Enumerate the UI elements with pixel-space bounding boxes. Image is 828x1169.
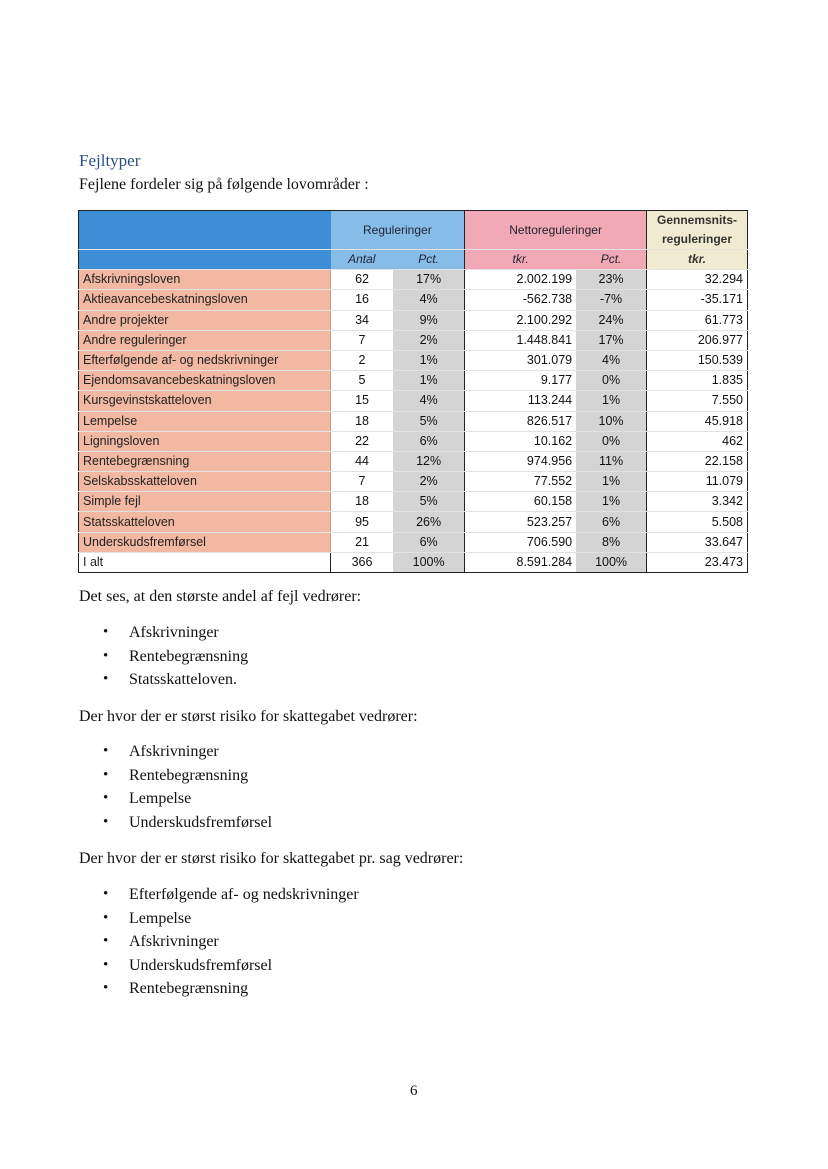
row-antal: 18 — [331, 411, 394, 431]
row-pct: 5% — [393, 492, 465, 512]
row-pct: 1% — [393, 350, 465, 370]
row-label: Andre projekter — [79, 310, 331, 330]
table-row — [79, 492, 748, 512]
row-netto: 2.002.199 — [465, 270, 576, 290]
row-antal: 15 — [331, 391, 394, 411]
row-netto: -562.738 — [465, 290, 576, 310]
header-blank-2 — [79, 250, 331, 270]
list-item: • Rentebegrænsning — [79, 645, 248, 669]
row-netto: 301.079 — [465, 350, 576, 370]
total-antal: 366 — [331, 552, 394, 572]
total-netto: 8.591.284 — [465, 552, 576, 572]
row-avg: 32.294 — [647, 270, 748, 290]
row-label: Ejendomsavancebeskatningsloven — [79, 371, 331, 391]
row-netto-pct: 23% — [576, 270, 646, 290]
list-item: • Afskrivninger — [79, 740, 272, 764]
row-avg: 150.539 — [647, 350, 748, 370]
row-netto: 523.257 — [465, 512, 576, 532]
page-number: 6 — [410, 1083, 418, 1099]
row-antal: 5 — [331, 371, 394, 391]
row-netto: 706.590 — [465, 532, 576, 552]
row-avg: 5.508 — [647, 512, 748, 532]
header-blank — [79, 211, 331, 250]
row-antal: 95 — [331, 512, 394, 532]
header-gennemsnitsreguleringer: Gennemsnits-reguleringer — [647, 211, 748, 250]
table-row — [79, 270, 748, 290]
row-netto-pct: 0% — [576, 371, 646, 391]
row-avg: 33.647 — [647, 532, 748, 552]
row-netto: 9.177 — [465, 371, 576, 391]
header-pct: Pct. — [393, 250, 465, 270]
row-netto: 2.100.292 — [465, 310, 576, 330]
row-netto: 113.244 — [465, 391, 576, 411]
row-label: Lempelse — [79, 411, 331, 431]
row-netto-pct: 24% — [576, 310, 646, 330]
list-item: • Lempelse — [79, 787, 272, 811]
row-netto-pct: 6% — [576, 512, 646, 532]
row-pct: 17% — [393, 270, 465, 290]
total-avg: 23.473 — [647, 552, 748, 572]
row-label: Efterfølgende af- og nedskrivninger — [79, 350, 331, 370]
table-row — [79, 371, 748, 391]
row-avg: 462 — [647, 431, 748, 451]
table-row — [79, 451, 748, 471]
row-netto-pct: 4% — [576, 350, 646, 370]
row-antal: 22 — [331, 431, 394, 451]
header-tkr-avg: tkr. — [647, 250, 748, 270]
total-pct: 100% — [393, 552, 465, 572]
section1-list — [79, 621, 248, 692]
table-row — [79, 310, 748, 330]
table-row — [79, 350, 748, 370]
header-row-units — [79, 250, 748, 270]
list-item: • Lempelse — [79, 907, 359, 931]
row-antal: 2 — [331, 350, 394, 370]
row-label: Aktieavancebeskatningsloven — [79, 290, 331, 310]
row-label: Andre reguleringer — [79, 330, 331, 350]
table-row — [79, 532, 748, 552]
row-pct: 2% — [393, 330, 465, 350]
row-pct: 1% — [393, 371, 465, 391]
section2-list — [79, 740, 272, 834]
row-label: Selskabsskatteloven — [79, 472, 331, 492]
row-netto-pct: 0% — [576, 431, 646, 451]
row-netto-pct: 11% — [576, 451, 646, 471]
header-nettoreguleringer: Nettoreguleringer — [465, 211, 647, 250]
row-netto: 1.448.841 — [465, 330, 576, 350]
list-item: • Efterfølgende af- og nedskrivninger — [79, 883, 359, 907]
row-avg: 3.342 — [647, 492, 748, 512]
total-netto-pct: 100% — [576, 552, 646, 572]
section2-text: Der hvor der er størst risiko for skattegabet vedrører: — [79, 708, 418, 725]
row-antal: 21 — [331, 532, 394, 552]
row-netto-pct: 1% — [576, 391, 646, 411]
row-avg: 45.918 — [647, 411, 748, 431]
row-antal: 34 — [331, 310, 394, 330]
row-label: Statsskatteloven — [79, 512, 331, 532]
row-avg: 61.773 — [647, 310, 748, 330]
row-pct: 9% — [393, 310, 465, 330]
list-item: • Underskudsfremførsel — [79, 954, 359, 978]
header-pct-netto: Pct. — [576, 250, 646, 270]
row-pct: 5% — [393, 411, 465, 431]
section3-text: Der hvor der er størst risiko for skattegabet pr. sag vedrører: — [79, 850, 464, 867]
total-label: I alt — [79, 552, 331, 572]
row-netto-pct: 1% — [576, 472, 646, 492]
list-item: • Afskrivninger — [79, 621, 248, 645]
row-netto: 77.552 — [465, 472, 576, 492]
row-label: Afskrivningsloven — [79, 270, 331, 290]
row-pct: 2% — [393, 472, 465, 492]
row-pct: 4% — [393, 290, 465, 310]
list-item: • Rentebegrænsning — [79, 764, 272, 788]
row-netto-pct: -7% — [576, 290, 646, 310]
row-label: Kursgevinstskatteloven — [79, 391, 331, 411]
row-pct: 4% — [393, 391, 465, 411]
total-row — [79, 552, 748, 572]
list-item: • Underskudsfremførsel — [79, 811, 272, 835]
row-netto-pct: 10% — [576, 411, 646, 431]
row-netto-pct: 17% — [576, 330, 646, 350]
section-heading: Fejltyper — [79, 151, 141, 170]
row-avg: 11.079 — [647, 472, 748, 492]
header-reguleringer: Reguleringer — [331, 211, 465, 250]
table-row — [79, 391, 748, 411]
list-item: • Statsskatteloven. — [79, 668, 248, 692]
table-row — [79, 472, 748, 492]
header-tkr: tkr. — [465, 250, 576, 270]
row-antal: 62 — [331, 270, 394, 290]
row-avg: 7.550 — [647, 391, 748, 411]
header-antal: Antal — [331, 250, 394, 270]
row-antal: 44 — [331, 451, 394, 471]
table-row — [79, 290, 748, 310]
row-pct: 26% — [393, 512, 465, 532]
header-row-groups — [79, 211, 748, 250]
error-types-table — [78, 210, 748, 573]
row-avg: 206.977 — [647, 330, 748, 350]
row-netto: 826.517 — [465, 411, 576, 431]
row-antal: 7 — [331, 330, 394, 350]
row-label: Ligningsloven — [79, 431, 331, 451]
table-row — [79, 411, 748, 431]
table-row — [79, 431, 748, 451]
row-antal: 16 — [331, 290, 394, 310]
row-pct: 6% — [393, 431, 465, 451]
row-netto-pct: 8% — [576, 532, 646, 552]
row-netto: 60.158 — [465, 492, 576, 512]
row-label: Underskudsfremførsel — [79, 532, 331, 552]
list-item: • Rentebegrænsning — [79, 977, 359, 1001]
row-netto: 10.162 — [465, 431, 576, 451]
section3-list — [79, 883, 359, 1001]
section1-text: Det ses, at den største andel af fejl vedrører: — [79, 588, 362, 605]
row-label: Simple fejl — [79, 492, 331, 512]
intro-text: Fejlene fordeler sig på følgende lovområder : — [79, 176, 369, 193]
row-avg: 1.835 — [647, 371, 748, 391]
table-row — [79, 512, 748, 532]
list-item: • Afskrivninger — [79, 930, 359, 954]
row-netto-pct: 1% — [576, 492, 646, 512]
row-netto: 974.956 — [465, 451, 576, 471]
row-antal: 7 — [331, 472, 394, 492]
table-row — [79, 330, 748, 350]
row-pct: 12% — [393, 451, 465, 471]
row-pct: 6% — [393, 532, 465, 552]
row-avg: -35.171 — [647, 290, 748, 310]
row-label: Rentebegrænsning — [79, 451, 331, 471]
row-avg: 22.158 — [647, 451, 748, 471]
row-antal: 18 — [331, 492, 394, 512]
